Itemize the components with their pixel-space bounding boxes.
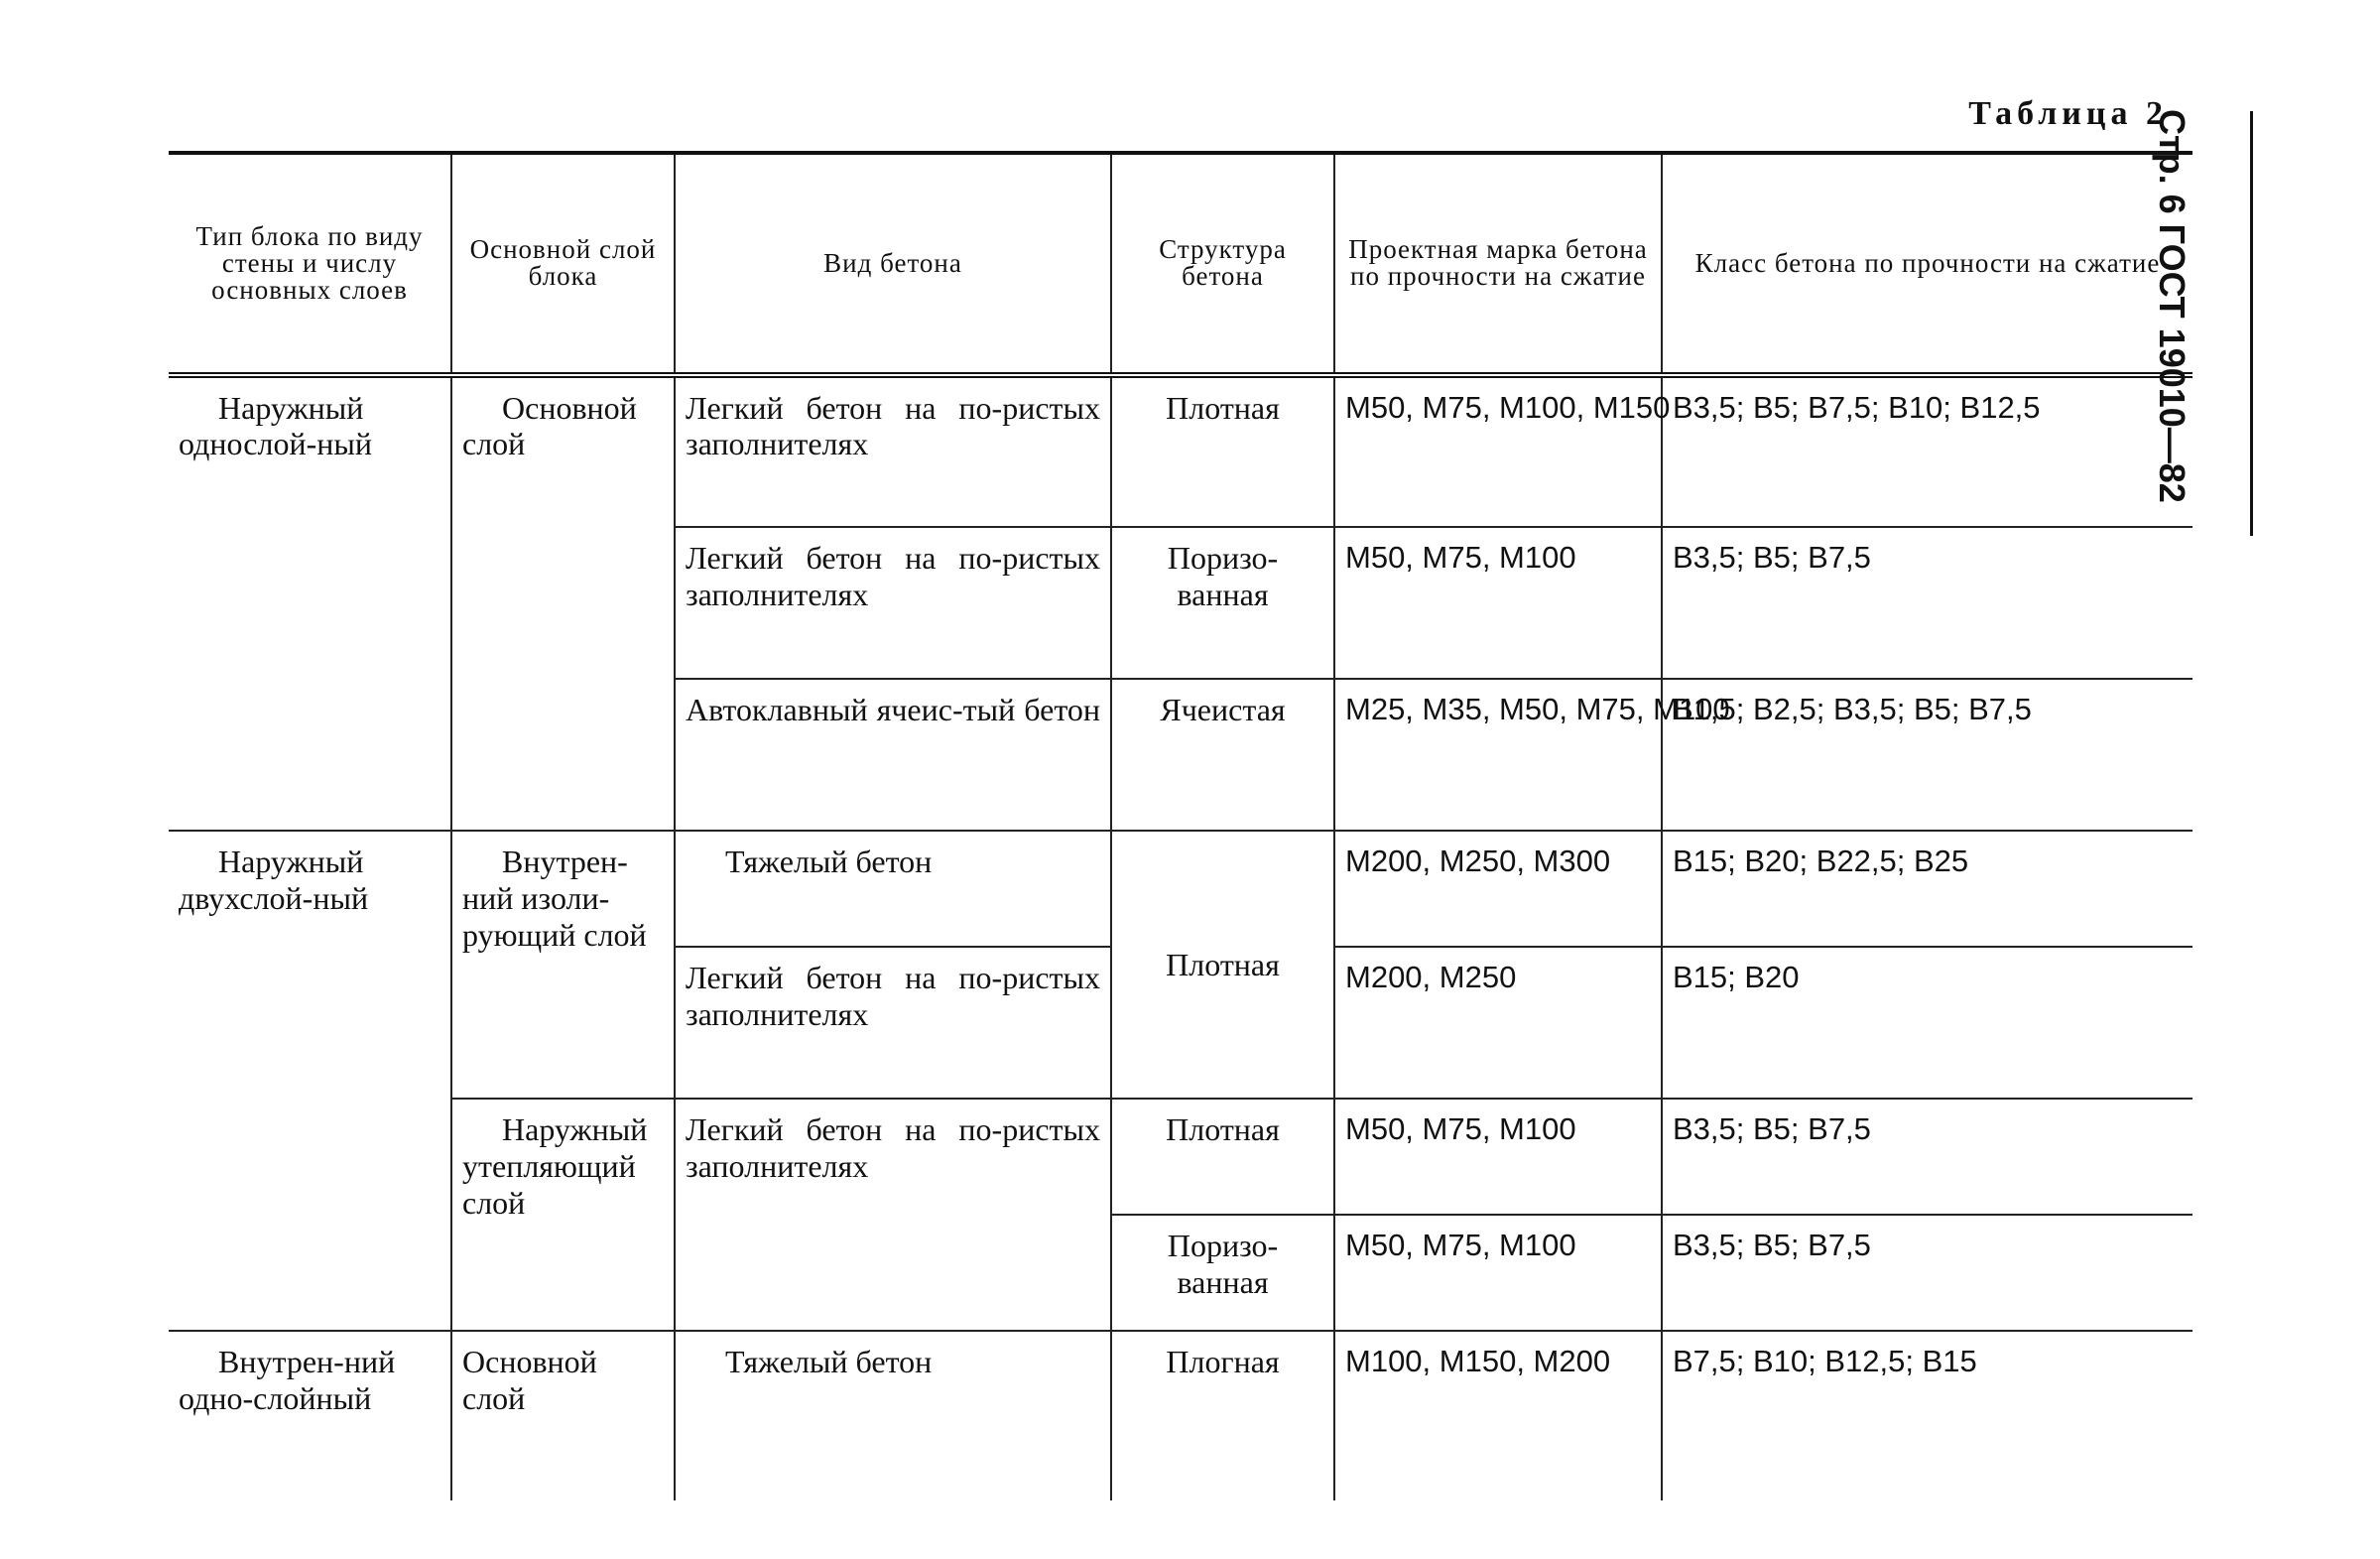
class-cell: В3,5; В5; В7,5 bbox=[1662, 527, 2192, 679]
block-type-cell: Внутрен-ний одно-слойный bbox=[169, 1331, 451, 1500]
class-cell: В3,5; В5; В7,5 bbox=[1662, 1215, 2192, 1331]
table-row bbox=[169, 1099, 2192, 1215]
structure-cell: Плотная bbox=[1111, 375, 1334, 527]
structure-cell: Плогная bbox=[1111, 1331, 1334, 1500]
class-cell: В15; В20 bbox=[1662, 947, 2192, 1099]
grade-cell: М50, М75, М100 bbox=[1334, 1215, 1662, 1331]
main-layer-cell: Основной слой bbox=[451, 375, 675, 831]
grade-cell: М200, М250 bbox=[1334, 947, 1662, 1099]
concrete-kind-cell: Легкий бетон на по-ристых заполнителях bbox=[675, 1099, 1111, 1331]
concrete-class-table bbox=[169, 151, 2192, 1500]
structure-cell: Поризо-ванная bbox=[1111, 1215, 1334, 1331]
grade-cell: М50, М75, М100, М150 bbox=[1334, 375, 1662, 527]
class-cell: В3,5; В5; В7,5 bbox=[1662, 1099, 2192, 1215]
structure-cell: Плотная bbox=[1111, 1099, 1334, 1215]
header-design-grade: Проектная марка бетона по прочности на сжатие bbox=[1334, 153, 1662, 375]
table-caption: Таблица 2 bbox=[1968, 95, 2168, 132]
structure-cell: Ячеистая bbox=[1111, 679, 1334, 831]
grade-cell: М25, М35, М50, М75, М100 bbox=[1334, 679, 1662, 831]
block-type-cell: Наружный однослой-ный bbox=[169, 375, 451, 831]
table-header-row bbox=[169, 153, 2192, 375]
class-cell: В3,5; В5; В7,5; В10; В12,5 bbox=[1662, 375, 2192, 527]
header-strength-class: Класс бетона по прочности на сжатие bbox=[1662, 153, 2192, 375]
class-cell: В7,5; В10; В12,5; В15 bbox=[1662, 1331, 2192, 1500]
block-type-cell: Наружный двухслой-ный bbox=[169, 831, 451, 1331]
page-side-header: Стр. 6 ГОСТ 19010—82 bbox=[2152, 109, 2192, 503]
grade-cell: М50, М75, М100 bbox=[1334, 527, 1662, 679]
side-rule bbox=[2250, 111, 2253, 536]
header-main-layer: Основной слой блока bbox=[451, 153, 675, 375]
structure-cell: Плотная bbox=[1111, 831, 1334, 1099]
main-layer-cell: Основной слой bbox=[451, 1331, 675, 1500]
class-cell: В15; В20; В22,5; В25 bbox=[1662, 831, 2192, 947]
grade-cell: М50, М75, М100 bbox=[1334, 1099, 1662, 1215]
header-concrete-structure: Структура бетона bbox=[1111, 153, 1334, 375]
concrete-kind-cell: Легкий бетон на по-ристых заполнителях bbox=[675, 527, 1111, 679]
grade-cell: М200, М250, М300 bbox=[1334, 831, 1662, 947]
header-block-type: Тип блока по виду стены и числу основных слоев bbox=[169, 153, 451, 375]
concrete-kind-cell: Тяжелый бетон bbox=[675, 831, 1111, 947]
structure-cell: Поризо-ванная bbox=[1111, 527, 1334, 679]
main-layer-cell: Внутрен-ний изоли-рующий слой bbox=[451, 831, 675, 1099]
table-row bbox=[169, 375, 2192, 527]
concrete-kind-cell: Легкий бетон на по-ристых заполнителях bbox=[675, 947, 1111, 1099]
concrete-kind-cell: Тяжелый бетон bbox=[675, 1331, 1111, 1500]
grade-cell: М100, М150, М200 bbox=[1334, 1331, 1662, 1500]
concrete-kind-cell: Легкий бетон на по-ристых заполнителях bbox=[675, 375, 1111, 527]
class-cell: В1,5; В2,5; В3,5; В5; В7,5 bbox=[1662, 679, 2192, 831]
main-layer-cell: Наружный утепляющий слой bbox=[451, 1099, 675, 1331]
header-concrete-kind: Вид бетона bbox=[675, 153, 1111, 375]
concrete-kind-cell: Автоклавный ячеис-тый бетон bbox=[675, 679, 1111, 831]
table-row bbox=[169, 831, 2192, 947]
table-row bbox=[169, 1331, 2192, 1500]
